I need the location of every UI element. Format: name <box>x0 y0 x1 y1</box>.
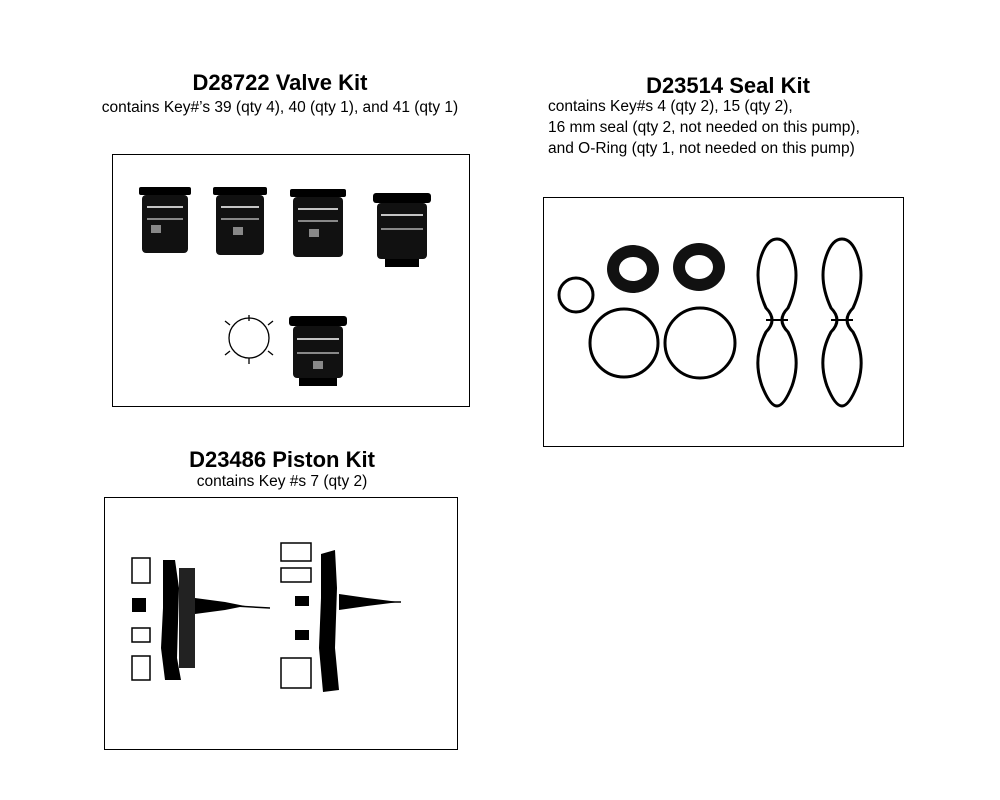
seal-kit-title: D23514 Seal Kit <box>646 73 810 98</box>
seal-kit-parts <box>544 198 903 446</box>
valve-kit-description: contains Key#’s 39 (qty 4), 40 (qty 1), and 41 (qty 1) <box>101 99 459 116</box>
piston-part-icon <box>281 543 401 692</box>
valve-part-icon <box>289 316 347 386</box>
large-o-ring-icon <box>665 308 735 378</box>
valve-part-icon <box>290 189 346 257</box>
thick-seal-icon <box>673 243 725 291</box>
valve-part-icon <box>139 187 191 253</box>
valve-part-icon <box>373 193 431 267</box>
figure-eight-gasket-icon <box>758 239 796 406</box>
seal-kit-photo <box>543 197 904 447</box>
valve-part-icon <box>213 187 267 255</box>
seal-kit-description <box>548 96 860 159</box>
valve-kit-photo <box>112 154 470 407</box>
seal-kit-description-line: 16 mm seal (qty 2, not needed on this pump), <box>548 119 860 136</box>
seal-kit-description-line: contains Key#s 4 (qty 2), 15 (qty 2), <box>548 98 793 115</box>
small-o-ring-icon <box>559 278 593 312</box>
valve-kit-parts <box>113 155 469 406</box>
large-o-ring-icon <box>590 309 658 377</box>
retainer-ring-icon <box>225 315 273 364</box>
valve-kit-title: D28722 Valve Kit <box>192 70 368 95</box>
piston-kit-description: contains Key #s 7 (qty 2) <box>196 473 368 490</box>
piston-kit-photo <box>104 497 458 750</box>
thick-seal-icon <box>607 245 659 293</box>
piston-part-icon <box>132 558 270 680</box>
figure-eight-gasket-icon <box>823 239 861 406</box>
piston-kit-parts <box>105 498 457 749</box>
seal-kit-description-line: and O-Ring (qty 1, not needed on this pump) <box>548 140 855 157</box>
piston-kit-title: D23486 Piston Kit <box>189 447 375 472</box>
